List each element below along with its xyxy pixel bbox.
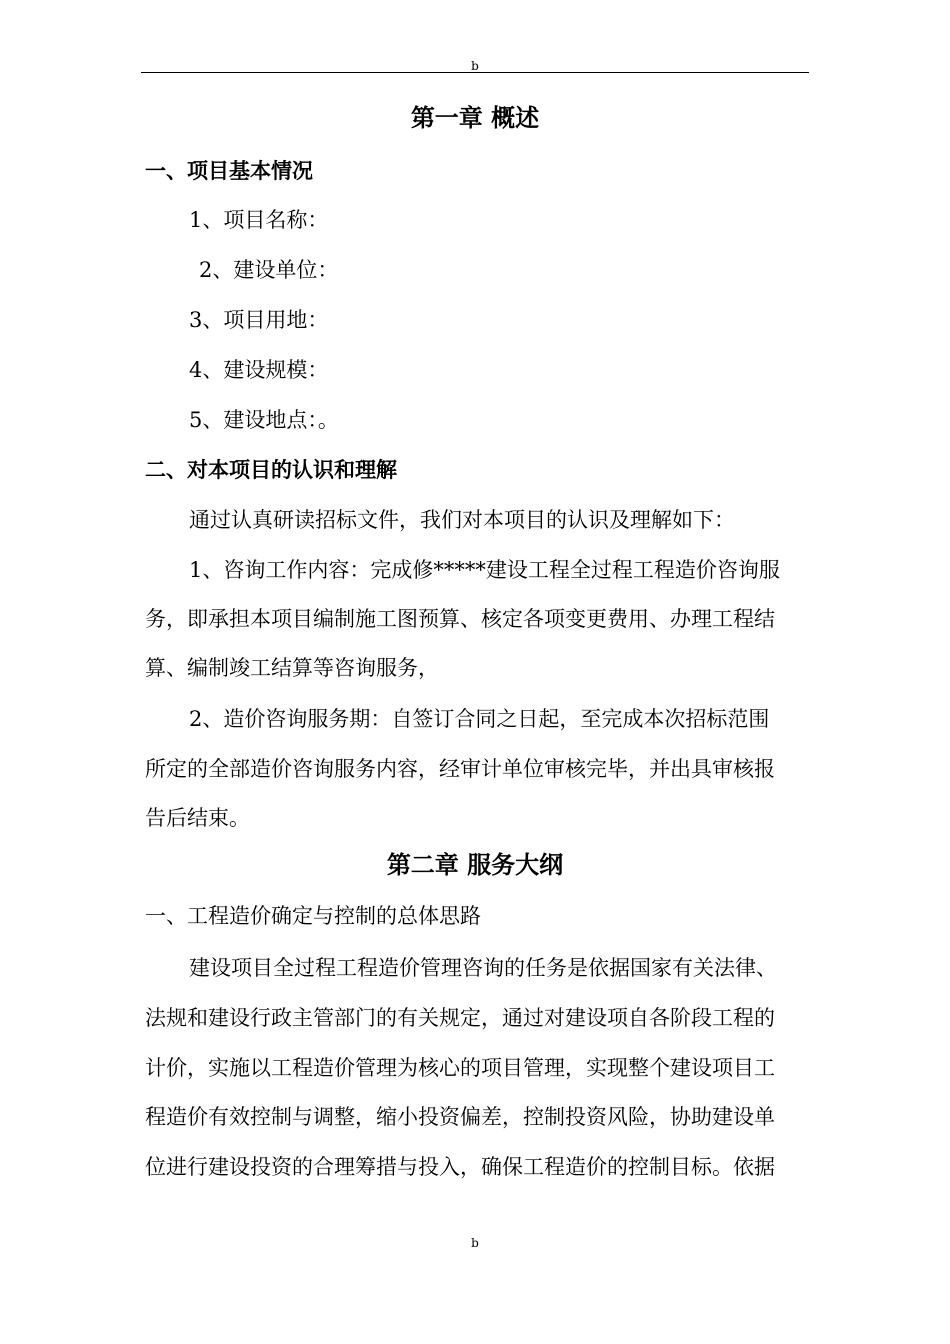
paragraph-line: 建设项目全过程工程造价管理咨询的任务是依据国家有关法律、 <box>189 956 777 980</box>
list-item-land-use: 3、项目用地： <box>189 308 329 332</box>
paragraph-line: 告后结束。 <box>145 806 250 830</box>
section-heading-understanding: 二、对本项目的认识和理解 <box>145 457 397 482</box>
chapter-1-title: 第一章 概述 <box>410 103 540 132</box>
paragraph-line: 1、咨询工作内容：完成修*****建设工程全过程工程造价咨询服 <box>189 558 780 582</box>
list-item-location: 5、建设地点：。 <box>189 408 339 432</box>
list-item-scale: 4、建设规模： <box>189 358 329 382</box>
list-item-builder: 2、建设单位： <box>199 258 339 282</box>
header-divider <box>141 72 809 73</box>
paragraph-line: 位进行建设投资的合理筹措与投入，确保工程造价的控制目标。依据 <box>145 1155 775 1179</box>
paragraph-line: 程造价有效控制与调整，缩小投资偏差，控制投资风险，协助建设单 <box>145 1105 775 1129</box>
paragraph-line: 法规和建设行政主管部门的有关规定，通过对建设项自各阶段工程的 <box>145 1006 775 1030</box>
header-mark: b <box>471 59 479 73</box>
section-heading-project-overview: 一、项目基本情况 <box>145 158 313 183</box>
paragraph-line: 算、编制竣工结算等咨询服务， <box>145 656 439 680</box>
paragraph-line: 计价，实施以工程造价管理为核心的项目管理，实现整个建设项目工 <box>145 1056 775 1080</box>
section-heading-overall-approach: 一、工程造价确定与控制的总体思路 <box>145 904 481 928</box>
footer-mark: b <box>471 1236 479 1250</box>
paragraph-line: 通过认真研读招标文件，我们对本项目的认识及理解如下： <box>189 508 735 532</box>
chapter-2-title: 第二章 服务大纲 <box>386 850 564 879</box>
list-item-project-name: 1、项目名称： <box>189 208 329 232</box>
paragraph-line: 2、造价咨询服务期：自签订合同之日起，至完成本次招标范围 <box>189 707 770 731</box>
paragraph-line: 务，即承担本项目编制施工图预算、核定各项变更费用、办理工程结 <box>145 607 775 631</box>
paragraph-line: 所定的全部造价咨询服务内容，经审计单位审核完毕，并出具审核报 <box>145 757 775 781</box>
